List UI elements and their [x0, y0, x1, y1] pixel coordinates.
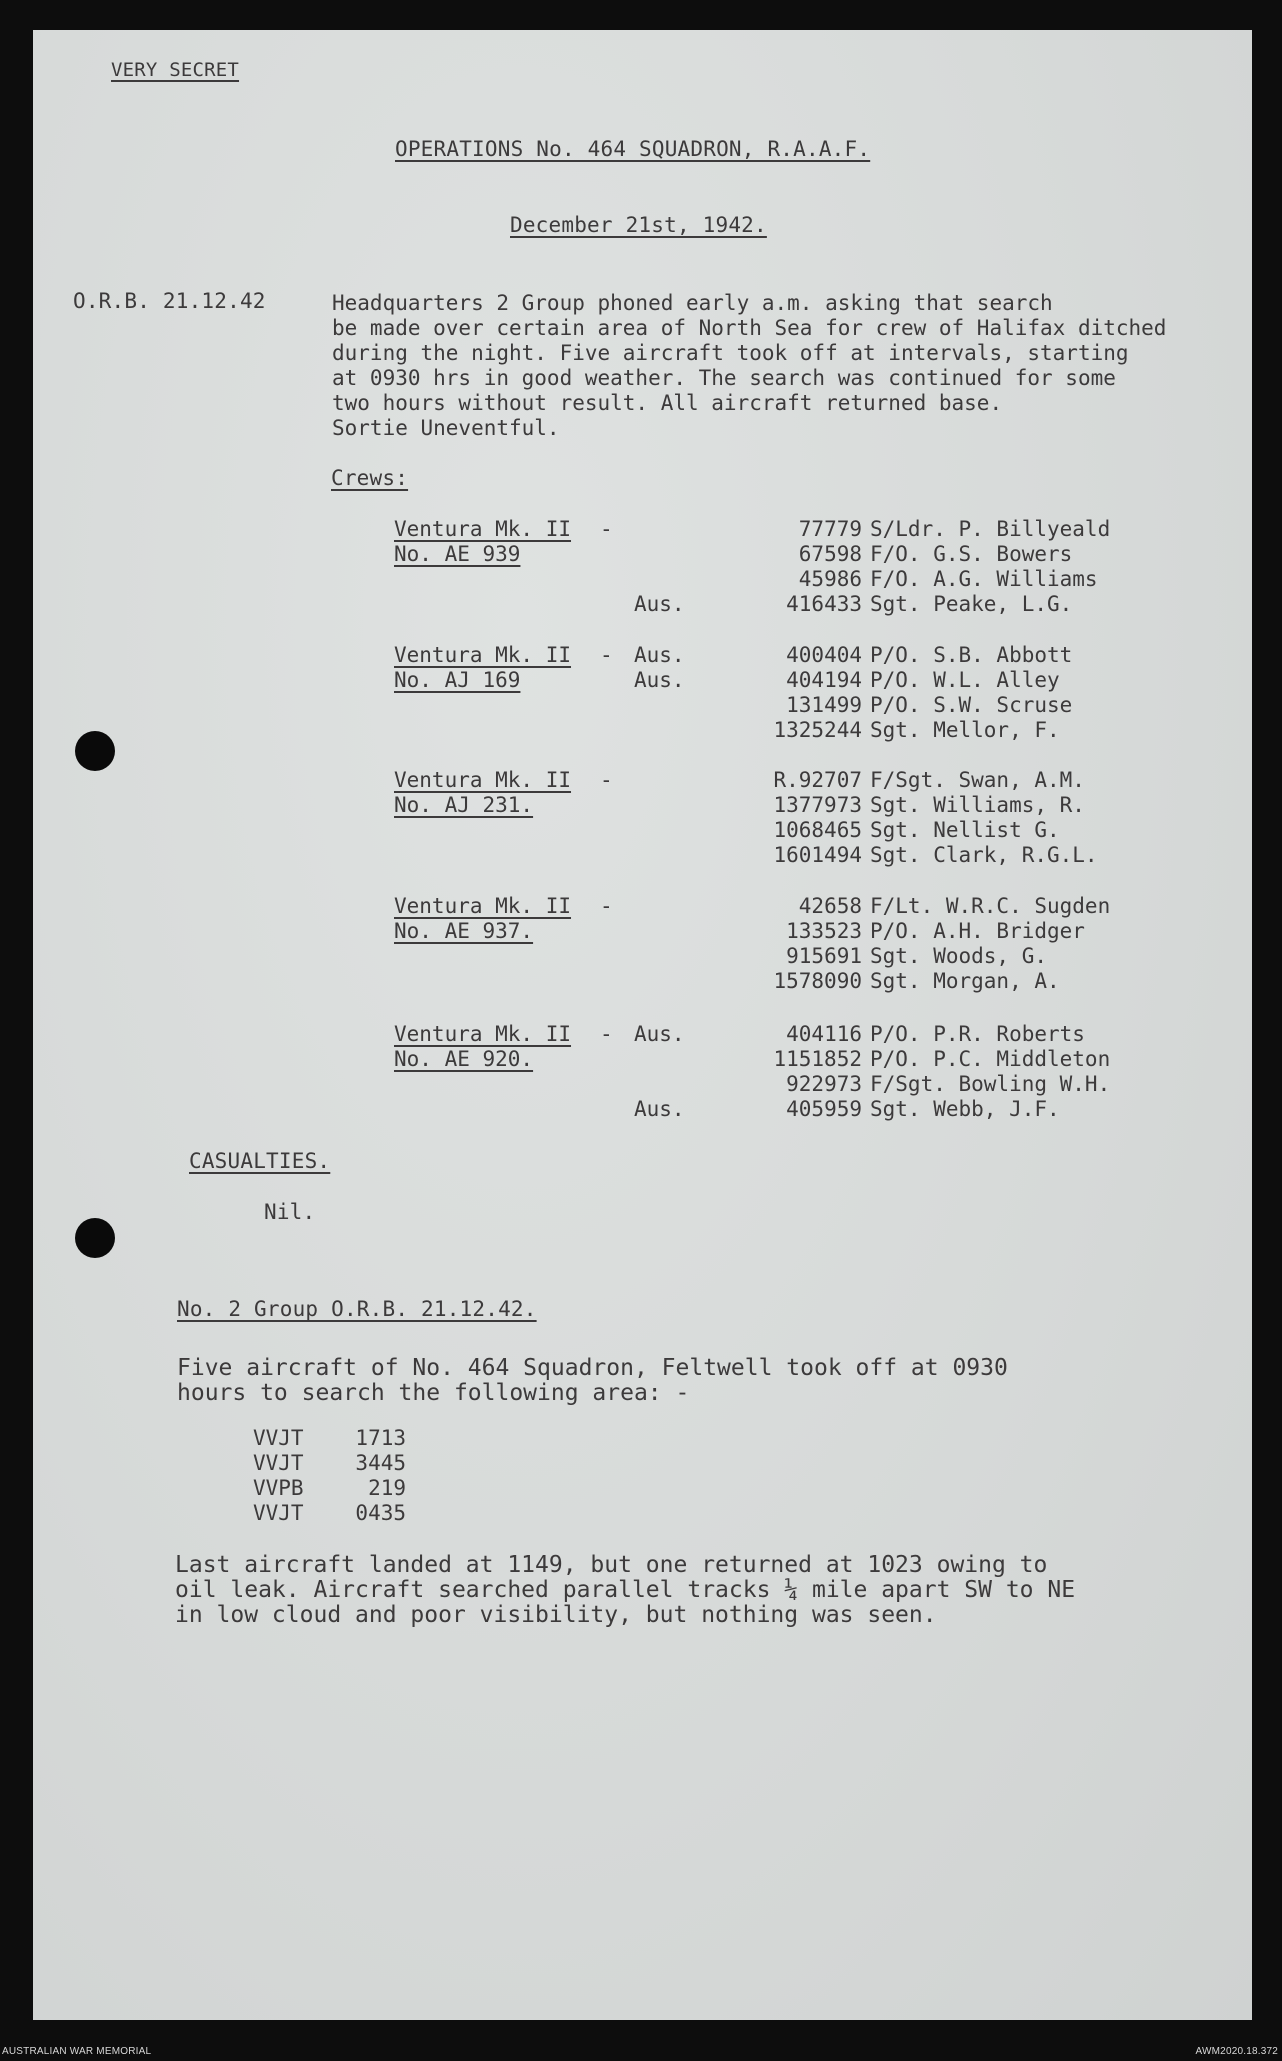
- grid-number: 3445: [355, 1451, 406, 1475]
- crew-member-number: 404116: [786, 1022, 862, 1046]
- crew-member-prefix: Aus.: [634, 668, 685, 692]
- crew-member-name: P/O. P.R. Roberts: [870, 1022, 1085, 1046]
- crew-member-number: 1325244: [773, 718, 862, 742]
- crew-member-prefix: Aus.: [634, 1097, 685, 1121]
- crew-member-name: F/Lt. W.R.C. Sugden: [870, 894, 1111, 918]
- crew-member-number: 915691: [786, 944, 862, 968]
- crew-member-number: 1377973: [773, 793, 862, 817]
- grid-number: 1713: [355, 1426, 406, 1450]
- crew-member-number: 42658: [798, 894, 862, 918]
- separator-dash: -: [600, 768, 613, 792]
- crew-member-number: 1578090: [773, 969, 862, 993]
- crew-member-prefix: Aus.: [634, 592, 685, 616]
- crew-member-name: F/Sgt. Bowling W.H.: [870, 1072, 1111, 1096]
- aircraft-type: Ventura Mk. II: [394, 768, 572, 792]
- aircraft-serial: No. AE 939: [394, 542, 521, 566]
- entry-reference: O.R.B. 21.12.42: [73, 289, 266, 313]
- separator-dash: -: [600, 1022, 613, 1046]
- crew-member-name: F/Sgt. Swan, A.M.: [870, 768, 1085, 792]
- aircraft-type: Ventura Mk. II: [394, 1022, 572, 1046]
- group-orb-intro: Five aircraft of No. 464 Squadron, Feltwell took off at 0930 hours to search the following area: -: [177, 1355, 1008, 1406]
- crew-member-number: 1068465: [773, 818, 862, 842]
- separator-dash: -: [600, 643, 613, 667]
- crew-member-name: P/O. P.C. Middleton: [870, 1047, 1111, 1071]
- entry-narrative: Headquarters 2 Group phoned early a.m. asking that search be made over certain area of North Sea for crew of Halifax ditched during the night. Five aircraft took off at intervals, starting at 0930 hrs in good weather. The search was continued for some two hours without result. All aircraft returned base. Sortie Uneventful.: [332, 291, 1167, 440]
- grid-code: VVPB: [253, 1476, 304, 1500]
- separator-dash: -: [600, 894, 613, 918]
- crew-member-name: S/Ldr. P. Billyeald: [870, 517, 1111, 541]
- crew-member-number: 45986: [798, 567, 862, 591]
- grid-code: VVJT: [253, 1451, 304, 1475]
- casualties-label: CASUALTIES.: [189, 1149, 331, 1173]
- grid-code: VVJT: [253, 1501, 304, 1525]
- punch-hole: [75, 1218, 115, 1258]
- group-orb-closing: Last aircraft landed at 1149, but one returned at 1023 owing to oil leak. Aircraft searched parallel tracks ¼ mile apart SW to NE in low cloud and poor visibility, but nothing was seen.: [175, 1552, 1076, 1628]
- crew-member-name: Sgt. Mellor, F.: [870, 718, 1060, 742]
- crew-member-number: 131499: [786, 693, 862, 717]
- casualties-value: Nil.: [264, 1200, 316, 1224]
- page-date: December 21st, 1942.: [510, 213, 767, 237]
- aircraft-serial: No. AE 920.: [394, 1047, 534, 1071]
- crew-member-name: P/O. S.W. Scruse: [870, 693, 1073, 717]
- crew-member-name: Sgt. Nellist G.: [870, 818, 1060, 842]
- aircraft-type: Ventura Mk. II: [394, 643, 572, 667]
- group-orb-heading: No. 2 Group O.R.B. 21.12.42.: [177, 1297, 537, 1321]
- crew-member-name: F/O. A.G. Williams: [870, 567, 1098, 591]
- crew-member-number: R.92707: [773, 768, 862, 792]
- crew-member-number: 922973: [786, 1072, 862, 1096]
- aircraft-type: Ventura Mk. II: [394, 517, 572, 541]
- crew-member-name: Sgt. Webb, J.F.: [870, 1097, 1060, 1121]
- grid-code: VVJT: [253, 1426, 304, 1450]
- crew-member-name: Sgt. Clark, R.G.L.: [870, 843, 1098, 867]
- crew-member-number: 405959: [786, 1097, 862, 1121]
- aircraft-serial: No. AJ 231.: [394, 793, 534, 817]
- punch-hole: [75, 731, 115, 771]
- grid-number: 0435: [355, 1501, 406, 1525]
- footer-institution: AUSTRALIAN WAR MEMORIAL: [2, 2046, 152, 2057]
- aircraft-serial: No. AE 937.: [394, 919, 534, 943]
- crew-member-number: 133523: [786, 919, 862, 943]
- aircraft-type: Ventura Mk. II: [394, 894, 572, 918]
- grid-number: 219: [368, 1476, 406, 1500]
- footer-accession: AWM2020.18.372: [1195, 2046, 1278, 2057]
- crew-member-prefix: Aus.: [634, 643, 685, 667]
- crews-label: Crews:: [331, 466, 409, 490]
- crew-member-number: 416433: [786, 592, 862, 616]
- crew-member-name: P/O. W.L. Alley: [870, 668, 1060, 692]
- page-title: OPERATIONS No. 464 SQUADRON, R.A.A.F.: [395, 137, 871, 161]
- crew-member-number: 400404: [786, 643, 862, 667]
- crew-member-name: P/O. S.B. Abbott: [870, 643, 1073, 667]
- crew-member-name: Sgt. Peake, L.G.: [870, 592, 1073, 616]
- crew-member-number: 404194: [786, 668, 862, 692]
- crew-member-number: 1151852: [773, 1047, 862, 1071]
- crew-member-number: 77779: [798, 517, 862, 541]
- crew-member-number: 1601494: [773, 843, 862, 867]
- crew-member-name: Sgt. Morgan, A.: [870, 969, 1060, 993]
- classification-label: VERY SECRET: [111, 59, 240, 81]
- crew-member-name: Sgt. Woods, G.: [870, 944, 1048, 968]
- crew-member-name: Sgt. Williams, R.: [870, 793, 1085, 817]
- crew-member-prefix: Aus.: [634, 1022, 685, 1046]
- aircraft-serial: No. AJ 169: [394, 668, 521, 692]
- crew-member-name: F/O. G.S. Bowers: [870, 542, 1073, 566]
- crew-member-number: 67598: [798, 542, 862, 566]
- separator-dash: -: [600, 517, 613, 541]
- crew-member-name: P/O. A.H. Bridger: [870, 919, 1085, 943]
